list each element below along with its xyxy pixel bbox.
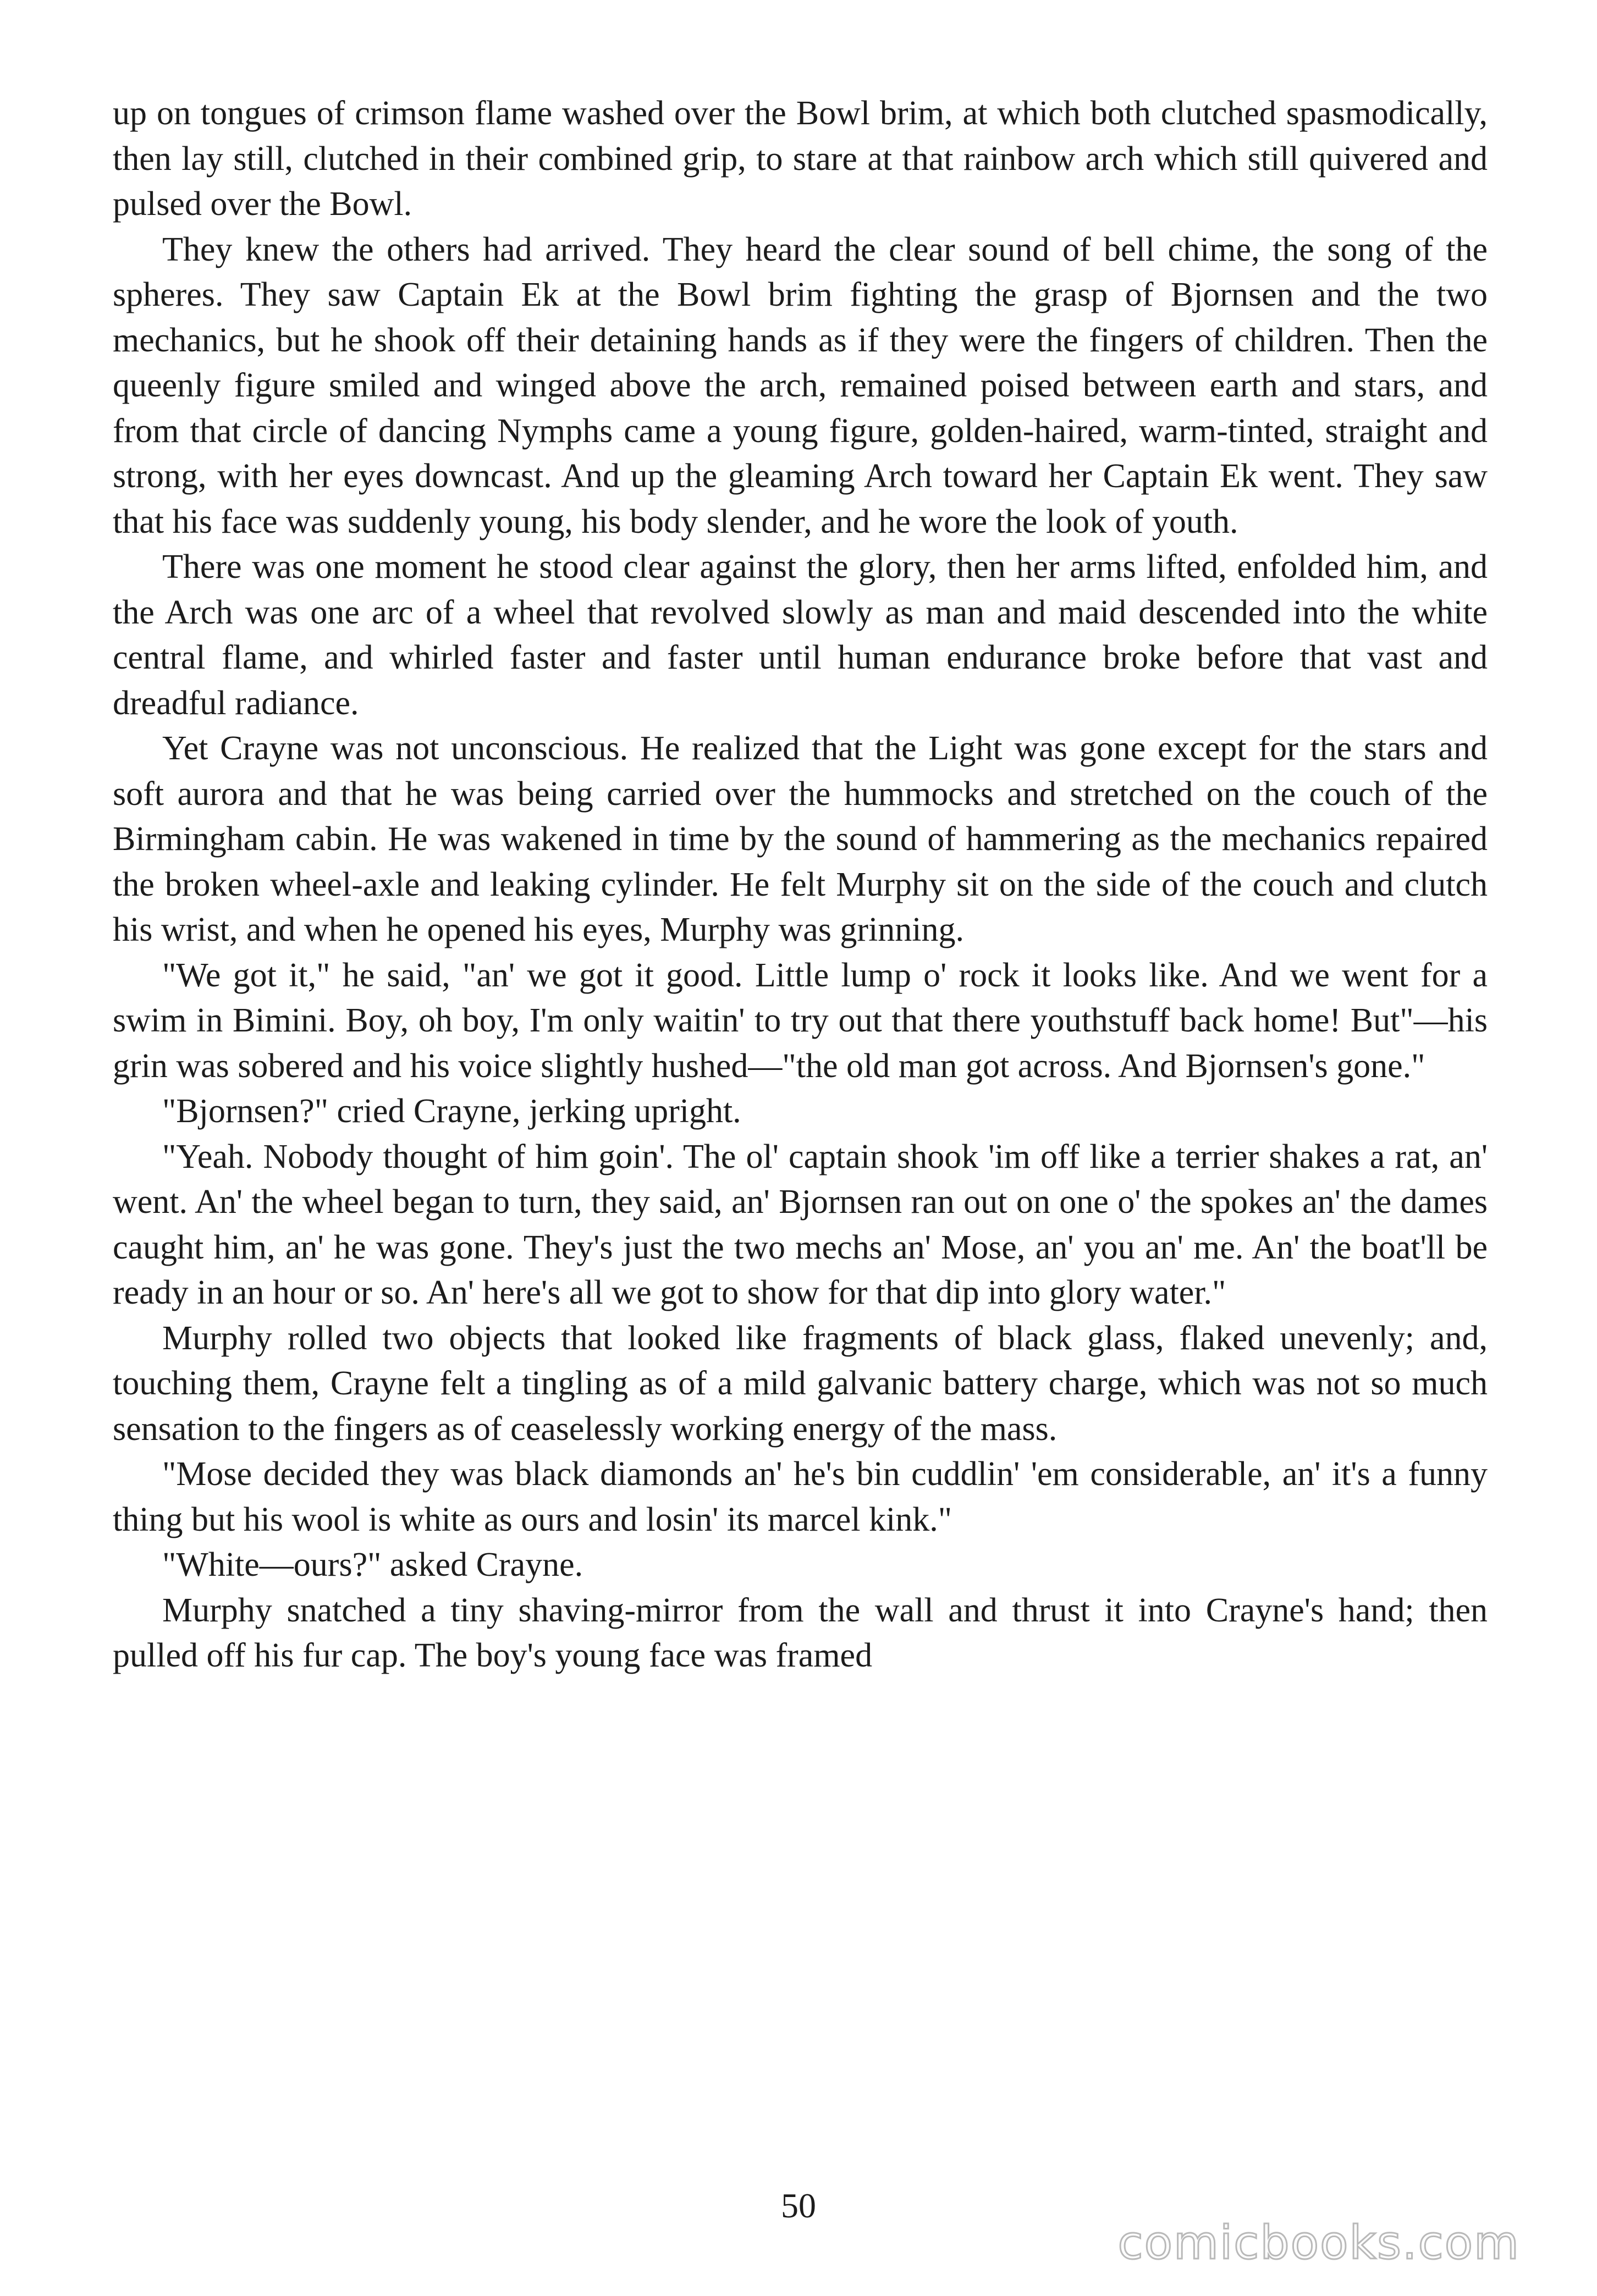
body-text	[113, 91, 1488, 1679]
paragraph-8: Murphy rolled two objects that looked like fragments of black glass, flaked unevenly; and, touching them, Crayne felt a tingling as of a mild galvanic battery charge, which was not so much sensation to the fingers as of ceaselessly working energy of the mass.	[113, 1319, 1488, 1448]
page-number: 50	[781, 2186, 816, 2225]
paragraph-1: up on tongues of crimson flame washed over the Bowl brim, at which both clutched spasmodically, then lay still, clutched in their combined grip, to stare at that rainbow arch which still quivered and pulsed over the Bowl.	[113, 95, 1488, 223]
watermark: comicbooks.com	[1117, 2216, 1520, 2270]
paragraph-11: Murphy snatched a tiny shaving-mirror from the wall and thrust it into Crayne's hand; then pulled off his fur cap. The boy's young face was framed	[113, 1591, 1488, 1674]
paragraph-3: There was one moment he stood clear against the glory, then her arms lifted, enfolded him, and the Arch was one arc of a wheel that revolved slowly as man and maid descended into the white central flame, and whirled faster and faster until human endurance broke before that vast and dreadful radiance.	[113, 548, 1488, 722]
paragraph-7: "Yeah. Nobody thought of him goin'. The ol' captain shook 'im off like a terrier shakes a rat, an' went. An' the wheel began to turn, they said, an' Bjornsen ran out on one o' the spokes an' the dames caught him, an' he was gone. They's just the two mechs an' Mose, an' you an' me. An' the boat'll be ready in an hour or so. An' here's all we got to show for that dip into glory water."	[113, 1138, 1488, 1311]
paragraph-6: "Bjornsen?" cried Crayne, jerking upright.	[162, 1092, 741, 1130]
paragraph-4: Yet Crayne was not unconscious. He realized that the Light was gone except for the stars and soft aurora and that he was being carried over the hummocks and stretched on the couch of the Birmingham cabin. He was wakened in time by the sound of hammering as the mechanics repaired the broken wheel-axle and leaking cylinder. He felt Murphy sit on the side of the couch and clutch his wrist, and when he opened his eyes, Murphy was grinning.	[113, 730, 1488, 948]
paragraph-10: "White—ours?" asked Crayne.	[162, 1546, 583, 1583]
paragraph-2: They knew the others had arrived. They heard the clear sound of bell chime, the song of the spheres. They saw Captain Ek at the Bowl brim fighting the grasp of Bjornsen and the two mechanics, but he shook off their detaining hands as if they were the fingers of children. Then the queenly figure smiled and winged above the arch, remained poised between earth and stars, and from that circle of dancing Nymphs came a young figure, golden-haired, warm-tinted, straight and strong, with her eyes downcast. And up the gleaming Arch toward her Captain Ek went. They saw that his face was suddenly young, his body slender, and he wore the look of youth.	[113, 230, 1488, 540]
paragraph-9: "Mose decided they was black diamonds an' he's bin cuddlin' 'em considerable, an' it's a funny thing but his wool is white as ours and losin' its marcel kink."	[113, 1455, 1488, 1538]
paragraph-5: "We got it," he said, "an' we got it good. Little lump o' rock it looks like. And we went for a swim in Bimini. Boy, oh boy, I'm only waitin' to try out that there youthstuff back home! But"—his grin was sobered and his voice slightly hushed—"the old man got across. And Bjornsen's gone."	[113, 956, 1488, 1085]
